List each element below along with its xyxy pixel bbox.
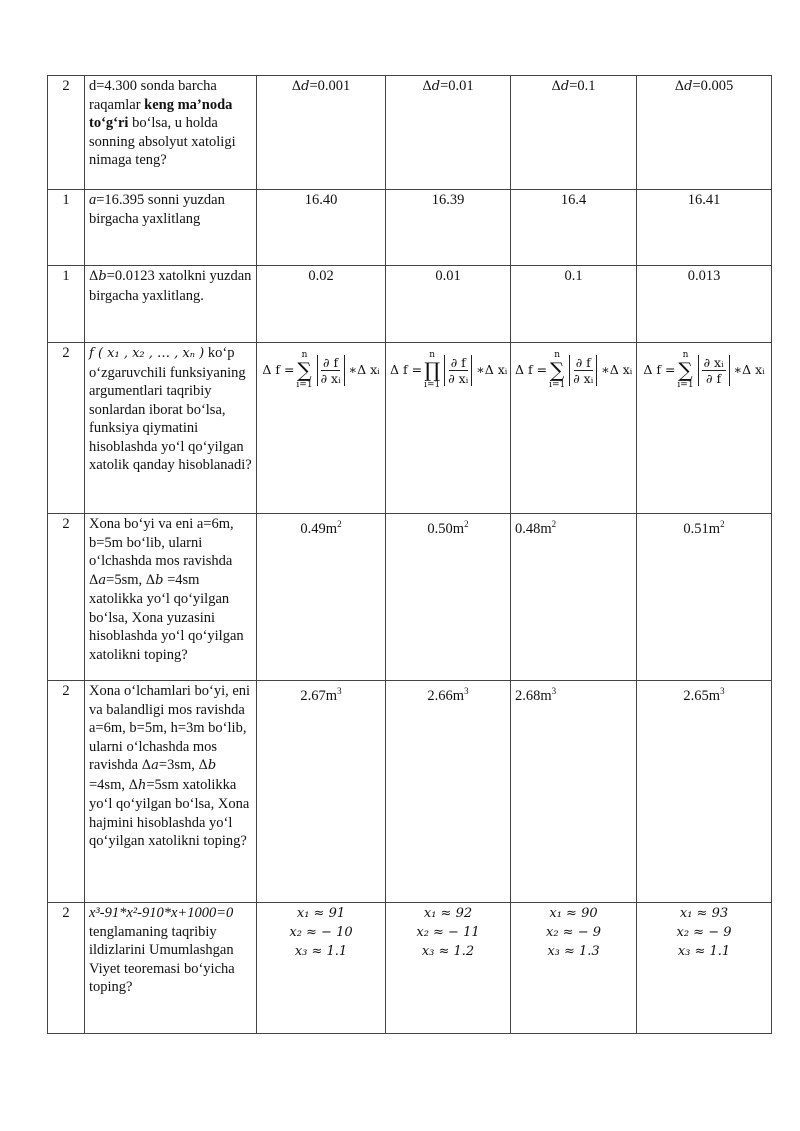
answer-option — [386, 343, 511, 514]
answer-option: Δd=0.1 — [511, 76, 637, 190]
points-cell: 1 — [48, 190, 85, 266]
answer-option: Δd=0.001 — [257, 76, 386, 190]
answer-option: 16.41 — [637, 190, 772, 266]
formula: Δ f = n ∑ i=1 $\frac{\partial f}{\text{∂ xᵢ}}$ ∗Δ xᵢ — [262, 350, 380, 390]
answer-option: $0.48m^2$ — [511, 514, 637, 681]
answer-option — [257, 343, 386, 514]
formula: Δ f = n ∑ i=1 $\frac{\partial f}{\text{∂ xᵢ}}$ ∗Δ xᵢ — [515, 350, 633, 390]
answer-option: $2.66m^3$ — [386, 681, 511, 903]
question-cell: Δb=0.0123 xatolkni yuzdan birgacha yaxlitlang. — [85, 266, 257, 343]
points-cell: 2 — [48, 343, 85, 514]
answer-option: x₁ ≈ 93 x₂ ≈ − 9 x₃ ≈ 1.1 — [637, 903, 772, 1034]
formula: Δ f = n ∑ i=1 $\frac{\text{∂ xᵢ}}{\partial f}$ ∗Δ xᵢ — [643, 350, 765, 390]
answer-option: x₁ ≈ 91 x₂ ≈ − 10 x₃ ≈ 1.1 — [257, 903, 386, 1034]
question-cell: x³-91*x²-910*x+1000=0 tenglamaning taqribiy ildizlarini Umumlashgan Viyet teoremasi bo‘yicha toping? — [85, 903, 257, 1034]
points-cell: 2 — [48, 681, 85, 903]
points-cell: 1 — [48, 266, 85, 343]
answer-option: 0.013 — [637, 266, 772, 343]
answer-option: 0.01 — [386, 266, 511, 343]
question-cell: d=4.300 sonda barcha raqamlar keng ma’noda to‘g‘ri bo‘lsa, u holda sonning absolyut xatoligi nimaga teng? — [85, 76, 257, 190]
points-cell: 2 — [48, 76, 85, 190]
points-cell: 2 — [48, 514, 85, 681]
answer-option — [511, 343, 637, 514]
points-cell: 2 — [48, 903, 85, 1034]
question-row — [48, 903, 772, 1034]
answer-option: Δd=0.005 — [637, 76, 772, 190]
answer-option: $0.51m^2$ — [637, 514, 772, 681]
question-row — [48, 76, 772, 190]
question-cell: Xona bo‘yi va eni a=6m, b=5m bo‘lib, ularni o‘lchashda mos ravishda Δa=5sm, Δb =4sm xatolikka yo‘l qo‘yilgan bo‘lsa, Xona yuzasini hisoblashda yo‘l qo‘yilgan xatolikni toping? — [85, 514, 257, 681]
answer-option — [637, 343, 772, 514]
question-row — [48, 514, 772, 681]
answer-option: 16.40 — [257, 190, 386, 266]
question-row — [48, 681, 772, 903]
answer-option: 16.39 — [386, 190, 511, 266]
answer-option: $0.50m^2$ — [386, 514, 511, 681]
question-row — [48, 190, 772, 266]
answer-option: $2.68m^3$ — [511, 681, 637, 903]
answer-option: 0.1 — [511, 266, 637, 343]
answer-option: Δd=0.01 — [386, 76, 511, 190]
question-row — [48, 266, 772, 343]
answer-option: $2.65m^3$ — [637, 681, 772, 903]
question-cell: f ( x₁ , x₂ , … , xₙ ) ko‘p o‘zgaruvchili funksiyaning argumentlari taqribiy sonlardan iborat bo‘lsa, funksiya qiymatini hisoblashda yo‘l qo‘yilgan xatolik qanday hisoblanadi? — [85, 343, 257, 514]
answer-option: x₁ ≈ 92 x₂ ≈ − 11 x₃ ≈ 1.2 — [386, 903, 511, 1034]
question-cell: a=16.395 sonni yuzdan birgacha yaxlitlang — [85, 190, 257, 266]
answer-option: x₁ ≈ 90 x₂ ≈ − 9 x₃ ≈ 1.3 — [511, 903, 637, 1034]
test-questions-table — [47, 75, 772, 1034]
answer-option: $2.67m^3$ — [257, 681, 386, 903]
formula: Δ f = n ∏ i=1 $\frac{\partial f}{\text{∂ xᵢ}}$ ∗Δ xᵢ — [390, 350, 508, 390]
question-row — [48, 343, 772, 514]
answer-option: $0.49m^2$ — [257, 514, 386, 681]
question-cell: Xona o‘lchamlari bo‘yi, eni va balandligi mos ravishda a=6m, b=5m, h=3m bo‘lib, ularni o‘lchashda mos ravishda Δa=3sm, Δb =4sm, Δh=5sm xatolikka yo‘l qo‘yilgan bo‘lsa, Xona hajmini hisoblashda yo‘l qo‘yilgan xatolikni toping? — [85, 681, 257, 903]
answer-option: 0.02 — [257, 266, 386, 343]
answer-option: 16.4 — [511, 190, 637, 266]
